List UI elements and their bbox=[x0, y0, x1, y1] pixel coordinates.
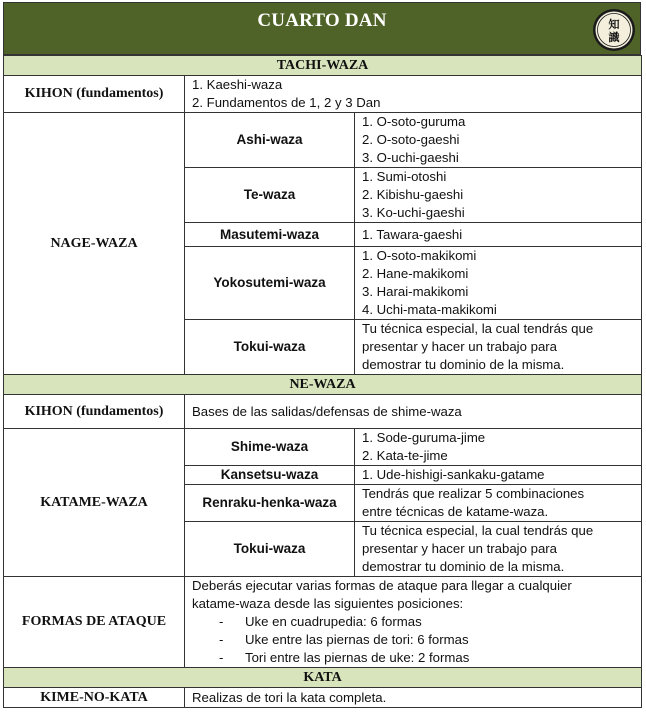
text-line: presentar y hacer un trabajo para bbox=[362, 541, 557, 556]
text-line: demostrar tu dominio de la misma. bbox=[362, 357, 565, 372]
text-line: Tu técnica especial, la cual tendrás que bbox=[362, 523, 594, 538]
list-item: 1. Ude-hishigi-sankaku-gatame bbox=[362, 467, 545, 482]
kansetsu-waza-list bbox=[355, 466, 642, 485]
kihon-label: KIHON (fundamentos) bbox=[4, 395, 185, 429]
text-line: Tendrás que realizar 5 combinaciones bbox=[362, 486, 585, 501]
yokosutemi-waza-list bbox=[355, 247, 642, 320]
list-item: 3. Ko-uchi-gaeshi bbox=[362, 205, 465, 220]
dash-bullet-icon: - bbox=[219, 650, 224, 665]
renraku-henka-waza-label: Renraku-henka-waza bbox=[185, 485, 355, 522]
kihon-content bbox=[185, 76, 642, 113]
section-kata: KATA bbox=[4, 668, 642, 688]
list-item: 2. Hane-makikomi bbox=[362, 266, 469, 281]
section-tachi-waza: TACHI-WAZA bbox=[4, 56, 642, 76]
list-item: 2. Fundamentos de 1, 2 y 3 Dan bbox=[192, 95, 381, 110]
formas-de-ataque-content bbox=[185, 577, 642, 668]
nage-waza-label: NAGE-WAZA bbox=[4, 113, 185, 375]
kihon-content: Bases de las salidas/defensas de shime-waza bbox=[185, 395, 642, 429]
tokui-waza-label: Tokui-waza bbox=[185, 522, 355, 577]
text-line: entre técnicas de katame-waza. bbox=[362, 504, 549, 519]
requirements-table bbox=[3, 55, 642, 708]
dash-bullet-icon: - bbox=[219, 632, 224, 647]
renraku-henka-waza-text bbox=[355, 485, 642, 522]
kime-no-kata-text: Realizas de tori la kata completa. bbox=[185, 688, 642, 708]
list-item: 3. Harai-makikomi bbox=[362, 284, 469, 299]
dash-bullet-icon: - bbox=[219, 614, 224, 629]
list-item: 1. Tawara-gaeshi bbox=[362, 226, 463, 242]
exam-sheet bbox=[3, 2, 641, 708]
tokui-waza-text bbox=[355, 320, 642, 375]
section-ne-waza: NE-WAZA bbox=[4, 375, 642, 395]
masutemi-waza-list bbox=[355, 223, 642, 247]
ashi-waza-label: Ashi-waza bbox=[185, 113, 355, 168]
formas-de-ataque-label: FORMAS DE ATAQUE bbox=[4, 577, 185, 668]
te-waza-label: Te-waza bbox=[185, 168, 355, 223]
svg-text:識: 識 bbox=[608, 31, 620, 44]
kansetsu-waza-label: Kansetsu-waza bbox=[185, 466, 355, 485]
ashi-waza-list bbox=[355, 113, 642, 168]
list-item: 3. O-uchi-gaeshi bbox=[362, 150, 459, 165]
text-line: presentar y hacer un trabajo para bbox=[362, 339, 557, 354]
seal-logo-icon bbox=[592, 8, 636, 52]
list-item: - Uke en cuadrupedia: 6 formas bbox=[219, 614, 422, 629]
list-item: 1. O-soto-makikomi bbox=[362, 248, 477, 263]
tokui-waza-label: Tokui-waza bbox=[185, 320, 355, 375]
list-item: 4. Uchi-mata-makikomi bbox=[362, 302, 497, 317]
list-item: 1. O-soto-guruma bbox=[362, 114, 466, 129]
te-waza-list bbox=[355, 168, 642, 223]
shime-waza-list bbox=[355, 429, 642, 466]
text-line: demostrar tu dominio de la misma. bbox=[362, 559, 565, 574]
list-item: - Tori entre las piernas de uke: 2 formas bbox=[219, 650, 470, 665]
list-item: 2. O-soto-gaeshi bbox=[362, 132, 460, 147]
list-item: 2. Kibishu-gaeshi bbox=[362, 187, 464, 202]
svg-text:知: 知 bbox=[608, 18, 620, 31]
text-line: Deberás ejecutar varias formas de ataque para llegar a cualquier bbox=[192, 578, 572, 593]
yokosutemi-waza-label: Yokosutemi-waza bbox=[185, 247, 355, 320]
position-list bbox=[192, 613, 635, 667]
list-item: - Uke entre las piernas de tori: 6 formas bbox=[219, 632, 469, 647]
page-title: CUARTO DAN bbox=[257, 10, 387, 31]
header-bar bbox=[3, 2, 641, 55]
masutemi-waza-label: Masutemi-waza bbox=[185, 223, 355, 247]
list-item: 2. Kata-te-jime bbox=[362, 448, 448, 463]
list-item: 1. Kaeshi-waza bbox=[192, 77, 283, 92]
kime-no-kata-label: KIME-NO-KATA bbox=[4, 688, 185, 708]
katame-waza-label: KATAME-WAZA bbox=[4, 429, 185, 577]
list-item: 1. Sode-guruma-jime bbox=[362, 430, 486, 445]
shime-waza-label: Shime-waza bbox=[185, 429, 355, 466]
tokui-waza-text bbox=[355, 522, 642, 577]
text-line: katame-waza desde las siguientes posiciones: bbox=[192, 596, 464, 611]
text-line: Tu técnica especial, la cual tendrás que bbox=[362, 321, 594, 336]
kihon-label: KIHON (fundamentos) bbox=[4, 76, 185, 113]
list-item: 1. Sumi-otoshi bbox=[362, 169, 447, 184]
